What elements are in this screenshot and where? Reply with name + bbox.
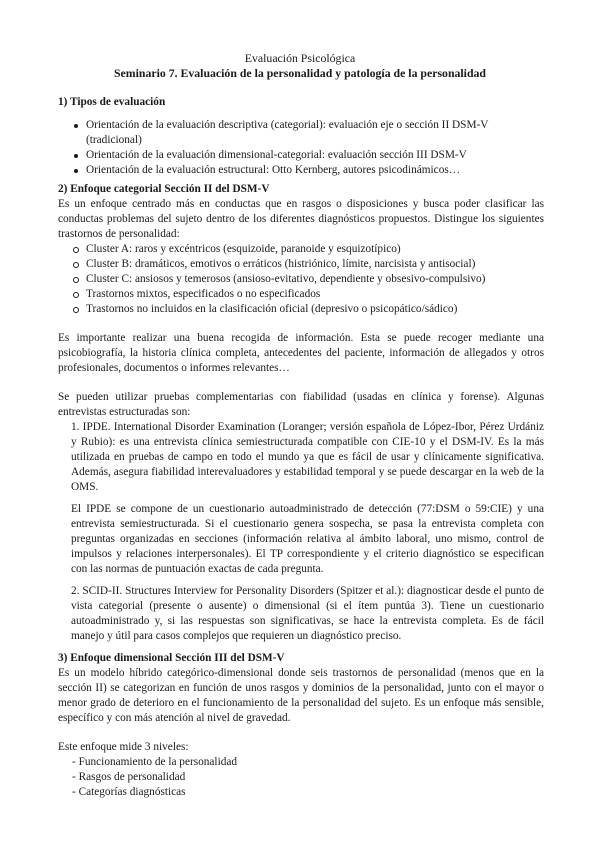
list-item: Cluster C: ansiosos y temerosos (ansioso-evitativo, dependiente y obsesivo-compulsivo) (58, 272, 544, 287)
document-body (58, 95, 544, 800)
list-item: - Categorías diagnósticas (72, 786, 186, 798)
list-item: - Funcionamiento de la personalidad (72, 756, 238, 768)
section-1-heading: 1) Tipos de evaluación (58, 96, 166, 108)
list-item: Orientación de la evaluación descriptiva (categorial): evaluación eje o sección II DSM-V (tradicional) (58, 118, 544, 148)
section-2-intro: Es un enfoque centrado más en conductas que en rasgos o disposiciones y busca poder clasificar las conductas problemas del sujeto dentro de los diferentes diagnósticos propuestos. Distingue los siguientes trastornos de personalidad: (58, 198, 544, 240)
section-2-heading: 2) Enfoque categorial Sección II del DSM-V (58, 183, 270, 195)
document-subtitle: Seminario 7. Evaluación de la personalidad y patología de la personalidad (114, 66, 486, 80)
list-item: Cluster A: raros y excéntricos (esquizoide, paranoide y esquizotípico) (58, 242, 544, 257)
list-item: Trastornos no incluidos en la clasificación oficial (depresivo o psicopático/sádico) (58, 302, 544, 317)
section-3-intro: Es un modelo híbrido categórico-dimensional donde seis trastornos de personalidad (menos que en la sección II) se categorizan en función de unos rasgos y dominios de la personalidad, junto con el mayor o menor grado de deterioro en el funcionamiento de la personalidad del sujeto. Es un enfoque más sensible, específico y con más atención al nivel de gravedad. (58, 667, 544, 724)
tests-paragraph: Se pueden utilizar pruebas complementarias con fiabilidad (usadas en clínica y forense). Algunas entrevistas estructuradas son: (58, 391, 544, 418)
list-item: Orientación de la evaluación dimensional-categorial: evaluación sección III DSM-V (58, 148, 544, 163)
ipde-description: 1. IPDE. International Disorder Examination (Loranger; versión española de López-Ibor, Pérez Urdániz y Rubio): es una entrevista clínica semiestructurada compatible con CIE-10 y el DSM-IV. Es la más utilizada en pruebas de campo en todo el mundo ya que es fácil de usar y clínicamente significativa. Además, asegura fiabilidad interevaluadores y estabilidad temporal y se puede descargar en la web de la OMS. (71, 421, 544, 493)
list-item: Cluster B: dramáticos, emotivos o erráticos (histriónico, límite, narcisista y antisocial) (58, 257, 544, 272)
ipde-structure: El IPDE se compone de un cuestionario autoadministrado de detección (77:DSM o 59:CIE) y una entrevista semiestructurada. Si el cuestionario genera sospecha, se pasa la entrevista completa con preguntas organizadas en secciones (información relativa al ámbito laboral, uno mismo, control de impulsos y relaciones interpersonales). El TP correspondiente y el criterio diagnóstico se especifican con las normas de puntuación exactas de cada pregunta. (71, 503, 544, 575)
list-item: - Rasgos de personalidad (72, 771, 186, 783)
clusters-list (58, 242, 544, 317)
levels-list (58, 755, 544, 800)
scid-description: 2. SCID-II. Structures Interview for Personality Disorders (Spitzer et al.): diagnosticar desde el punto de vista categorial (presente o ausente) o dimensional (si el ítem puntúa 3). Tiene un cuestionario autoadministrado y, si las respuestas son significativas, se hace la entrevista completa. Es de fácil manejo y útil para casos complejos que requieren un diagnóstico preciso. (71, 585, 544, 642)
levels-intro: Este enfoque mide 3 niveles: (58, 741, 189, 753)
document-title: Evaluación Psicológica (244, 51, 356, 65)
evaluation-types-list (58, 118, 544, 178)
section-3-heading: 3) Enfoque dimensional Sección III del DSM-V (58, 652, 285, 664)
ipde-block (58, 420, 544, 644)
information-paragraph: Es importante realizar una buena recogida de información. Esta se puede recoger mediante una psicobiografía, la historia clínica completa, antecedentes del paciente, información de allegados y otros profesionales, documentos o informes relevantes… (58, 332, 544, 374)
list-item: Orientación de la evaluación estructural: Otto Kernberg, autores psicodinámicos… (58, 163, 544, 178)
list-item: Trastornos mixtos, especificados o no especificados (58, 287, 544, 302)
